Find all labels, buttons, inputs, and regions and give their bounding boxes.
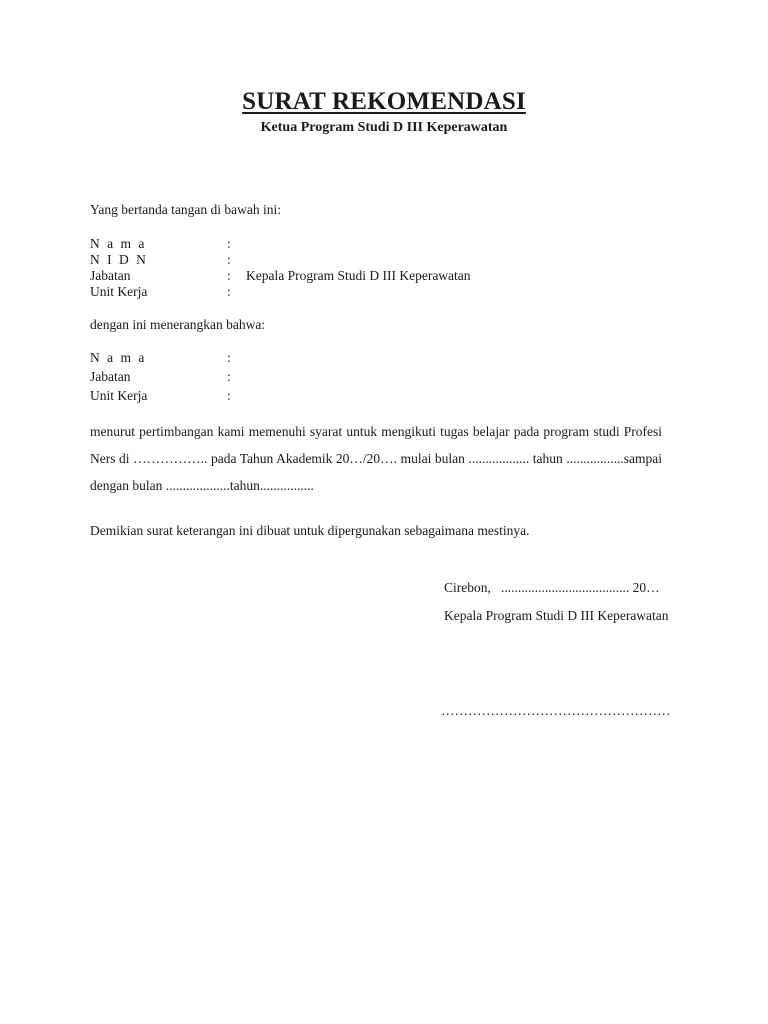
document-subtitle: Ketua Program Studi D III Keperawatan	[260, 120, 508, 135]
subject-position-label: Jabatan	[90, 369, 131, 384]
intro-text: Yang bertanda tangan di bawah ini:	[90, 202, 281, 217]
signer-name-colon: :	[227, 236, 231, 251]
signer-unit-label: Unit Kerja	[90, 284, 148, 299]
signer-position-label: Jabatan	[90, 268, 131, 283]
signer-title: Kepala Program Studi D III Keperawatan	[444, 608, 669, 623]
place-date: Cirebon, ...................................... 20…	[444, 580, 660, 595]
subject-unit-colon: :	[227, 388, 231, 403]
document-title: SURAT REKOMENDASI	[242, 88, 526, 115]
statement-text: dengan ini menerangkan bahwa:	[90, 317, 266, 332]
signer-name-label: N a m a	[90, 236, 147, 251]
signer-unit-colon: :	[227, 284, 231, 299]
signature-line: ……………………………………………	[441, 703, 671, 718]
signer-nidn-colon: :	[227, 252, 231, 267]
signer-position-colon: :	[227, 268, 231, 283]
subject-position-colon: :	[227, 369, 231, 384]
signer-nidn-label: N I D N	[90, 252, 148, 267]
subject-unit-label: Unit Kerja	[90, 388, 148, 403]
signer-position-value: Kepala Program Studi D III Keperawatan	[246, 268, 471, 283]
closing-text: Demikian surat keterangan ini dibuat untuk dipergunakan sebagaimana mestinya.	[90, 523, 530, 538]
body-paragraph: menurut pertimbangan kami memenuhi syarat untuk mengikuti tugas belajar pada program studi Profesi Ners di …………….. pada Tahun Akademik 20…/20…. mulai bulan .................. tahun .................sampai dengan bulan ...................tahun................	[90, 424, 662, 493]
subject-name-label: N a m a	[90, 350, 147, 365]
subject-name-colon: :	[227, 350, 231, 365]
